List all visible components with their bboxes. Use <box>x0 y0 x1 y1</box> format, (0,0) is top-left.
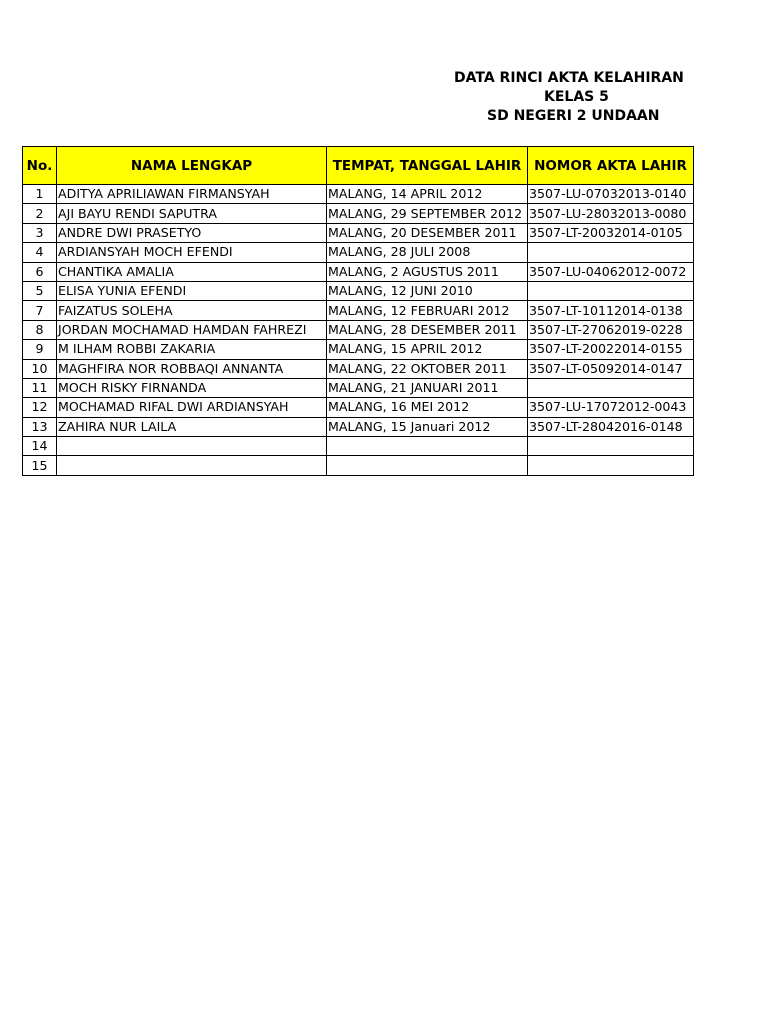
cell-name: JORDAN MOCHAMAD HAMDAN FAHREZI <box>57 320 327 339</box>
cell-name <box>57 437 327 456</box>
birth-certificate-table <box>22 146 694 476</box>
cell-akta: 3507-LT-20022014-0155 <box>528 340 694 359</box>
cell-no: 9 <box>23 340 57 359</box>
cell-no: 7 <box>23 301 57 320</box>
cell-birth: MALANG, 14 APRIL 2012 <box>327 185 528 204</box>
cell-name: ANDRE DWI PRASETYO <box>57 223 327 242</box>
cell-birth: MALANG, 28 DESEMBER 2011 <box>327 320 528 339</box>
cell-no: 10 <box>23 359 57 378</box>
cell-birth: MALANG, 12 FEBRUARI 2012 <box>327 301 528 320</box>
cell-akta: 3507-LT-20032014-0105 <box>528 223 694 242</box>
cell-no: 5 <box>23 281 57 300</box>
table-row <box>23 456 694 475</box>
table-row <box>23 204 694 223</box>
cell-akta: 3507-LT-27062019-0228 <box>528 320 694 339</box>
cell-name: MOCHAMAD RIFAL DWI ARDIANSYAH <box>57 398 327 417</box>
cell-no: 2 <box>23 204 57 223</box>
cell-birth: MALANG, 12 JUNI 2010 <box>327 281 528 300</box>
table-row <box>23 243 694 262</box>
cell-birth: MALANG, 29 SEPTEMBER 2012 <box>327 204 528 223</box>
cell-akta: 3507-LU-04062012-0072 <box>528 262 694 281</box>
cell-birth: MALANG, 16 MEI 2012 <box>327 398 528 417</box>
cell-akta: 3507-LT-10112014-0138 <box>528 301 694 320</box>
cell-name: MAGHFIRA NOR ROBBAQI ANNANTA <box>57 359 327 378</box>
cell-name: ARDIANSYAH MOCH EFENDI <box>57 243 327 262</box>
cell-name: ELISA YUNIA EFENDI <box>57 281 327 300</box>
title-line-2: KELAS 5 <box>544 89 609 105</box>
cell-name: FAIZATUS SOLEHA <box>57 301 327 320</box>
table-row <box>23 437 694 456</box>
title-line-3: SD NEGERI 2 UNDAAN <box>487 108 660 124</box>
table-row <box>23 417 694 436</box>
table-row <box>23 281 694 300</box>
cell-akta: 3507-LT-05092014-0147 <box>528 359 694 378</box>
header-row <box>23 147 694 185</box>
cell-akta: 3507-LT-28042016-0148 <box>528 417 694 436</box>
cell-no: 8 <box>23 320 57 339</box>
cell-no: 13 <box>23 417 57 436</box>
cell-no: 12 <box>23 398 57 417</box>
cell-no: 11 <box>23 378 57 397</box>
document-title <box>440 69 694 126</box>
cell-birth: MALANG, 15 Januari 2012 <box>327 417 528 436</box>
table-row <box>23 223 694 242</box>
cell-birth: MALANG, 2 AGUSTUS 2011 <box>327 262 528 281</box>
cell-no: 3 <box>23 223 57 242</box>
cell-akta <box>528 281 694 300</box>
table-row <box>23 340 694 359</box>
cell-akta <box>528 378 694 397</box>
cell-birth: MALANG, 28 JULI 2008 <box>327 243 528 262</box>
header-birth: TEMPAT, TANGGAL LAHIR <box>327 147 528 185</box>
cell-akta <box>528 456 694 475</box>
cell-no: 14 <box>23 437 57 456</box>
cell-birth <box>327 456 528 475</box>
table-row <box>23 359 694 378</box>
cell-birth: MALANG, 20 DESEMBER 2011 <box>327 223 528 242</box>
cell-birth: MALANG, 21 JANUARI 2011 <box>327 378 528 397</box>
cell-birth: MALANG, 15 APRIL 2012 <box>327 340 528 359</box>
table-row <box>23 320 694 339</box>
cell-akta: 3507-LU-28032013-0080 <box>528 204 694 223</box>
cell-name: AJI BAYU RENDI SAPUTRA <box>57 204 327 223</box>
cell-birth <box>327 437 528 456</box>
cell-akta <box>528 437 694 456</box>
cell-akta: 3507-LU-17072012-0043 <box>528 398 694 417</box>
table-row <box>23 398 694 417</box>
cell-name: CHANTIKA AMALIA <box>57 262 327 281</box>
cell-no: 6 <box>23 262 57 281</box>
cell-akta: 3507-LU-07032013-0140 <box>528 185 694 204</box>
cell-no: 15 <box>23 456 57 475</box>
header-no: No. <box>23 147 57 185</box>
cell-no: 4 <box>23 243 57 262</box>
cell-name: M ILHAM ROBBI ZAKARIA <box>57 340 327 359</box>
title-line-1: DATA RINCI AKTA KELAHIRAN <box>454 70 684 86</box>
cell-name: ZAHIRA NUR LAILA <box>57 417 327 436</box>
cell-no: 1 <box>23 185 57 204</box>
cell-name: MOCH RISKY FIRNANDA <box>57 378 327 397</box>
cell-birth: MALANG, 22 OKTOBER 2011 <box>327 359 528 378</box>
table-row <box>23 301 694 320</box>
cell-name: ADITYA APRILIAWAN FIRMANSYAH <box>57 185 327 204</box>
header-akta: NOMOR AKTA LAHIR <box>528 147 694 185</box>
cell-name <box>57 456 327 475</box>
table-row <box>23 262 694 281</box>
cell-akta <box>528 243 694 262</box>
header-name: NAMA LENGKAP <box>57 147 327 185</box>
table-row <box>23 378 694 397</box>
table-row <box>23 185 694 204</box>
